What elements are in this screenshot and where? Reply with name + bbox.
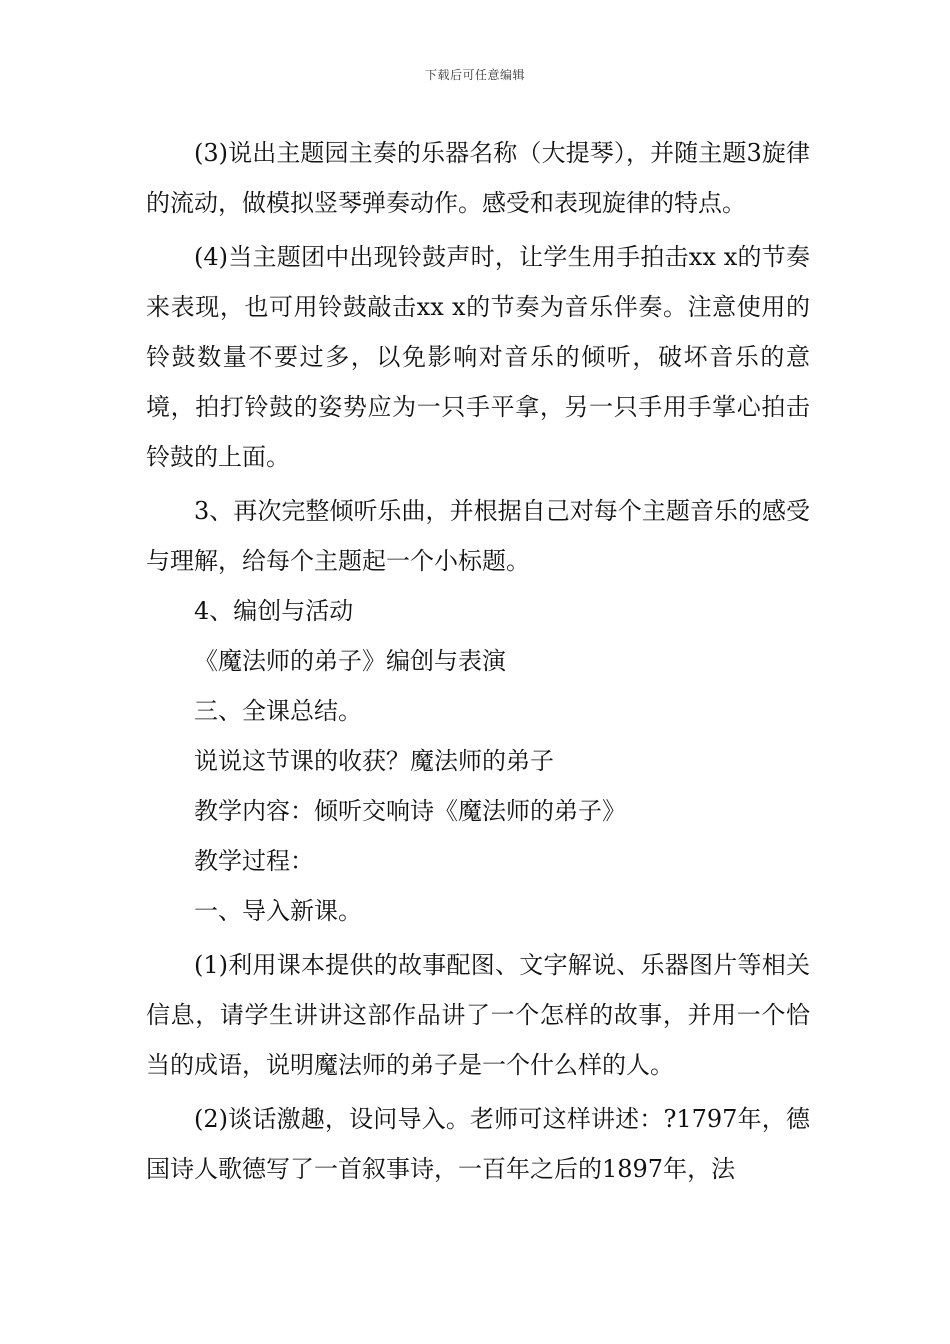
paragraph-tambourine-rhythm: (4)当主题团中出现铃鼓声时，让学生用手拍击xx x的节奏来表现，也可用铃鼓敲击xx x的节奏为音乐伴奏。注意使用的铃鼓数量不要过多，以免影响对音乐的倾听，破坏音乐的意境，拍打铃鼓的姿势应为一只手平拿，另一只手用手掌心拍击铃鼓的上面。: [146, 243, 810, 471]
page-header-note: 下载后可任意编辑: [424, 68, 525, 82]
document-body: [146, 128, 810, 1194]
paragraph-create-activity: 4、编创与活动: [194, 597, 354, 625]
paragraph-performance-title: 《魔法师的弟子》编创与表演: [194, 647, 506, 675]
paragraph-listen-again: 3、再次完整倾听乐曲，并根据自己对每个主题音乐的感受与理解，给每个主题起一个小标题。: [146, 497, 810, 575]
paragraph-teaching-content: 教学内容：倾听交响诗《魔法师的弟子》: [194, 797, 626, 825]
paragraph-summary-heading: 三、全课总结。: [194, 697, 362, 725]
paragraph-intro-heading: 一、导入新课。: [194, 897, 362, 925]
paragraph-theme3-instrument: (3)说出主题园主奏的乐器名称（大提琴），并随主题3旋律的流动，做模拟竖琴弹奏动作。感受和表现旋律的特点。: [146, 139, 810, 217]
paragraph-harvest: 说说这节课的收获？魔法师的弟子: [194, 747, 554, 775]
paragraph-use-textbook: (1)利用课本提供的故事配图、文字解说、乐器图片等相关信息，请学生讲讲这部作品讲了一个怎样的故事，并用一个恰当的成语，说明魔法师的弟子是一个什么样的人。: [146, 951, 810, 1079]
paragraph-teaching-process: 教学过程：: [194, 847, 314, 875]
paragraph-conversation: (2)谈话激趣，设问导入。老师可这样讲述：?1797年，德国诗人歌德写了一首叙事诗，一百年之后的1897年，法: [146, 1105, 810, 1183]
